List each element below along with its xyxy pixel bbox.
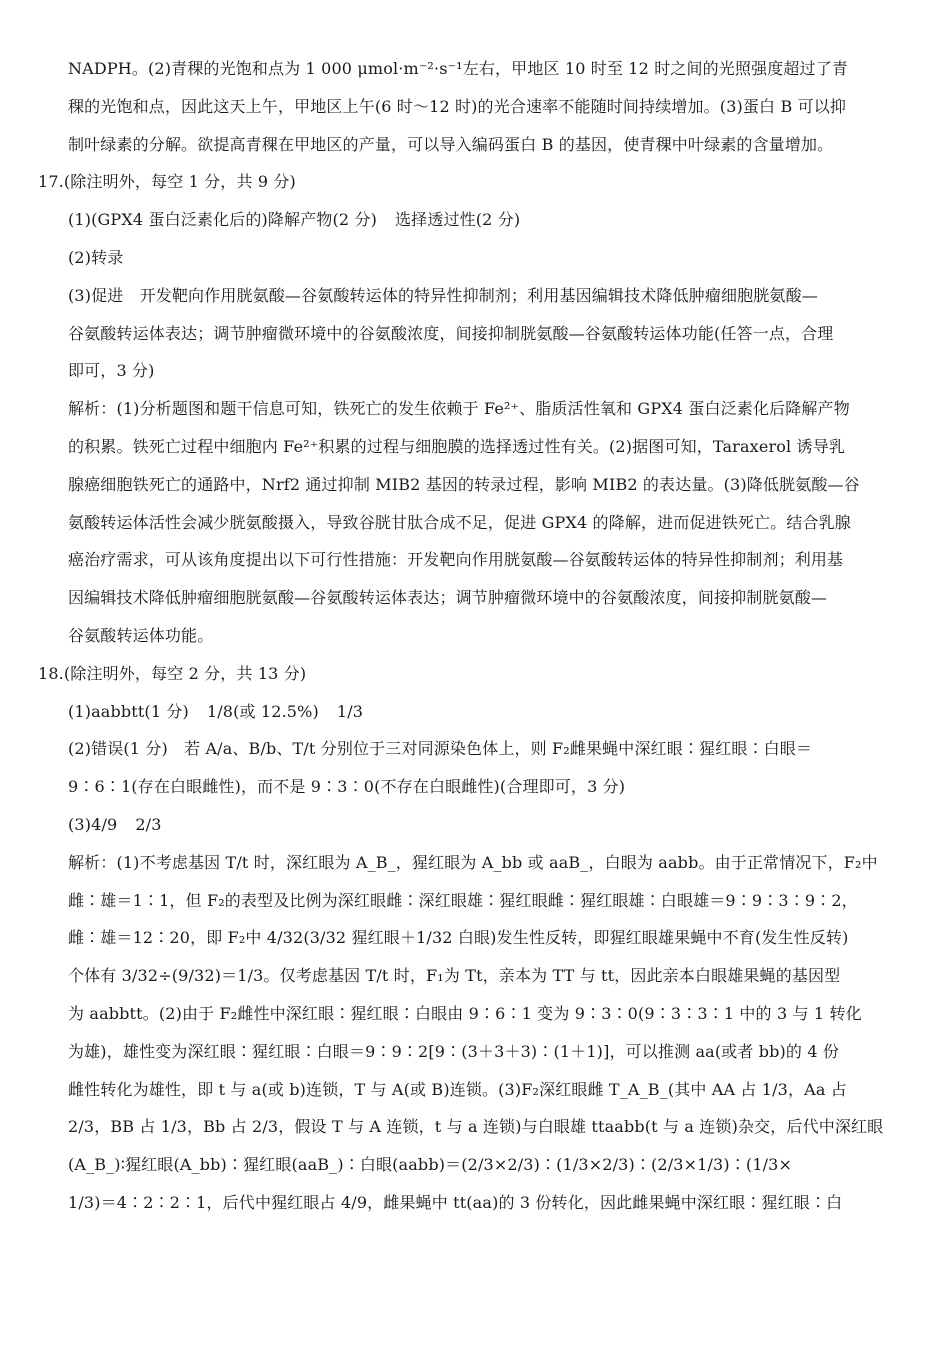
q18-answer-3-blank-2: 2/3 xyxy=(135,814,162,834)
q18-answer-3 xyxy=(68,806,910,844)
q18-answer-1-blank-3: 1/3 xyxy=(336,701,364,721)
q17-analysis-line: 因编辑技术降低肿瘤细胞胱氨酸—谷氨酸转运体表达；调节肿瘤微环境中的谷氨酸浓度，间接抑制胱氨酸— xyxy=(68,588,828,608)
q18-analysis-line: 为雄)，雄性变为深红眼∶猩红眼∶白眼＝9∶9∶2[9∶(3＋3＋3)∶(1＋1)]，可以推测 aa(或者 bb)的 4 份 xyxy=(68,1041,840,1061)
q17-analysis-line: 解析：(1)分析题图和题干信息可知，铁死亡的发生依赖于 Fe²⁺、脂质活性氧和 GPX4 蛋白泛素化后降解产物 xyxy=(68,399,850,419)
q18-analysis-line: 为 aabbtt。(2)由于 F₂雌性中深红眼∶猩红眼∶白眼由 9∶6∶1 变为 9∶3∶0(9∶3∶3∶1 中的 3 与 1 转化 xyxy=(68,1003,862,1023)
q18-answer-2: 9∶6∶1(存在白眼雌性)，而不是 9∶3∶0(不存在白眼雌性)(合理即可，3 分) xyxy=(68,777,626,797)
text-line: 制叶绿素的分解。欲提高青稞在甲地区的产量，可以导入编码蛋白 B 的基因，使青稞中叶绿素的含量增加。 xyxy=(68,134,834,154)
q18-answer-2: (2)错误(1 分) 若 A/a、B/b、T/t 分别位于三对同源染色体上，则 F₂雌果蝇中深红眼∶猩红眼∶白眼＝ xyxy=(68,739,813,759)
q17-section xyxy=(38,163,910,654)
q17-answer-1-blank-1: (1)(GPX4 蛋白泛素化后的)降解产物(2 分) xyxy=(68,210,378,230)
q16-answer-continuation xyxy=(68,50,910,163)
q17-answer-3: 即可，3 分) xyxy=(68,361,155,381)
q18-answer-1 xyxy=(68,693,910,731)
q18-answer-3-blank-1: (3)4/9 xyxy=(68,814,118,834)
q17-header: 17.(除注明外，每空 1 分，共 9 分) xyxy=(38,172,296,192)
q18-analysis-line: 个体有 3/32÷(9/32)＝1/3。仅考虑基因 T/t 时，F₁为 Tt，亲本为 TT 与 tt，因此亲本白眼雄果蝇的基因型 xyxy=(68,966,841,986)
q18-header: 18.(除注明外，每空 2 分，共 13 分) xyxy=(38,663,307,683)
q17-answer-2: (2)转录 xyxy=(68,247,124,267)
q18-analysis-line: 雌∶雄＝12∶20，即 F₂中 4/32(3/32 猩红眼＋1/32 白眼)发生性反转，即猩红眼雄果蝇中不育(发生性反转) xyxy=(68,928,849,948)
q17-analysis-line: 谷氨酸转运体功能。 xyxy=(68,625,214,645)
q17-analysis-line: 腺癌细胞铁死亡的通路中，Nrf2 通过抑制 MIB2 基因的转录过程，影响 MIB2 的表达量。(3)降低胱氨酸—谷 xyxy=(68,474,860,494)
q18-analysis-line: 雌性转化为雄性，即 t 与 a(或 b)连锁，T 与 A(或 B)连锁。(3)F₂深红眼雌 T_A_B_(其中 AA 占 1/3，Aa 占 xyxy=(68,1079,847,1099)
text-line: 稞的光饱和点，因此这天上午，甲地区上午(6 时～12 时)的光合速率不能随时间持续增加。(3)蛋白 B 可以抑 xyxy=(68,96,847,116)
q18-analysis-line: 2/3，BB 占 1/3，Bb 占 2/3，假设 T 与 A 连锁，t 与 a 连锁)与白眼雄 ttaabb(t 与 a 连锁)杂交，后代中深红眼 xyxy=(68,1117,884,1137)
q17-analysis-line: 癌治疗需求，可从该角度提出以下可行性措施：开发靶向作用胱氨酸—谷氨酸转运体的特异性抑制剂；利用基 xyxy=(68,550,844,570)
q17-analysis-line: 氨酸转运体活性会减少胱氨酸摄入，导致谷胱甘肽合成不足，促进 GPX4 的降解，进而促进铁死亡。结合乳腺 xyxy=(68,512,851,532)
q18-analysis-line: 解析：(1)不考虑基因 T/t 时，深红眼为 A_B_，猩红眼为 A_bb 或 aaB_，白眼为 aabb。由于正常情况下，F₂中 xyxy=(68,852,878,872)
text-line: NADPH。(2)青稞的光饱和点为 1 000 μmol·m⁻²·s⁻¹左右，甲地区 10 时至 12 时之间的光照强度超过了青 xyxy=(68,59,848,78)
q17-answer-3: (3)促进 开发靶向作用胱氨酸—谷氨酸转运体的特异性抑制剂；利用基因编辑技术降低肿瘤细胞胱氨酸— xyxy=(68,285,818,305)
q17-answer-1-blank-2: 选择透过性(2 分) xyxy=(395,210,521,230)
q18-analysis-line: 1/3)＝4∶2∶2∶1，后代中猩红眼占 4/9，雌果蝇中 tt(aa)的 3 份转化，因此雌果蝇中深红眼∶猩红眼∶白 xyxy=(68,1192,843,1212)
q17-analysis-line: 的积累。铁死亡过程中细胞内 Fe²⁺积累的过程与细胞膜的选择透过性有关。(2)据图可知，Taraxerol 诱导乳 xyxy=(68,436,845,456)
q17-answer-1 xyxy=(68,201,910,239)
q18-section xyxy=(38,655,910,1222)
q17-answer-3: 谷氨酸转运体表达；调节肿瘤微环境中的谷氨酸浓度，间接抑制胱氨酸—谷氨酸转运体功能(任答一点，合理 xyxy=(68,323,834,343)
q18-analysis-line: (A_B_)∶猩红眼(A_bb)∶猩红眼(aaB_)∶白眼(aabb)＝(2/3×2/3)∶(1/3×2/3)∶(2/3×1/3)∶(1/3× xyxy=(68,1155,793,1175)
q18-answer-1-blank-1: (1)aabbtt(1 分) xyxy=(68,701,189,721)
q18-answer-1-blank-2: 1/8(或 12.5%) xyxy=(206,701,319,721)
q18-analysis-line: 雌∶雄＝1∶1，但 F₂的表型及比例为深红眼雌∶深红眼雄∶猩红眼雌∶猩红眼雄∶白眼雄＝9∶9∶3∶9∶2， xyxy=(68,890,858,910)
